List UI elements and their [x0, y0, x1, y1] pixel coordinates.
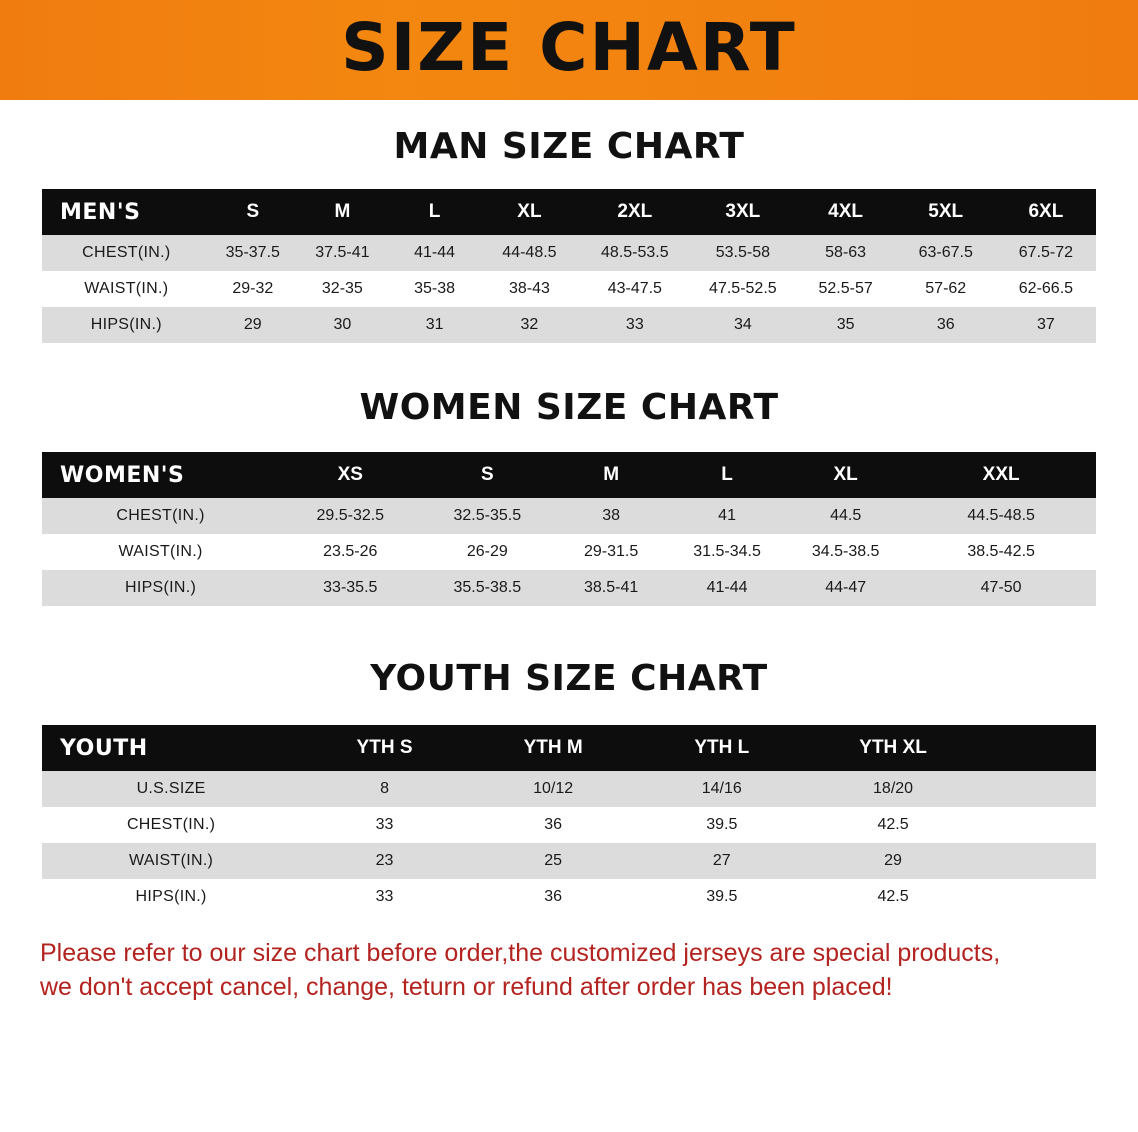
men-cell: 32-35 — [321, 280, 363, 297]
youth-section-heading: YOUTH SIZE CHART — [370, 658, 768, 699]
youth-cell: 36 — [544, 816, 563, 833]
youth-cell: 10/12 — [533, 780, 574, 797]
men-size-header: 6XL — [1028, 201, 1064, 222]
women-cell: 38.5-41 — [584, 579, 639, 596]
men-cell: 32 — [520, 316, 539, 333]
youth-cell: 18/20 — [873, 780, 914, 797]
women-cell: 32.5-35.5 — [453, 507, 522, 524]
men-size-header: XL — [517, 201, 542, 222]
table-row — [42, 879, 1096, 915]
women-cell: 47-50 — [980, 579, 1022, 596]
table-row — [42, 771, 1096, 807]
women-size-header: L — [721, 464, 733, 485]
women-size-header: M — [603, 464, 620, 485]
youth-size-header: YTH L — [694, 737, 750, 758]
men-cell: 48.5-53.5 — [601, 244, 669, 261]
men-size-header: 5XL — [928, 201, 964, 222]
table-row — [42, 271, 1096, 307]
men-size-header: 4XL — [828, 201, 864, 222]
men-cell: 67.5-72 — [1018, 244, 1074, 261]
women-size-header: XXL — [982, 464, 1020, 485]
table-row — [42, 307, 1096, 343]
youth-size-table — [42, 725, 1096, 915]
men-size-header: L — [428, 201, 441, 222]
men-cell: 35 — [836, 316, 855, 333]
women-cell: 44.5-48.5 — [967, 507, 1035, 524]
man-table-wrapper — [42, 189, 1096, 343]
men-size-header: M — [334, 201, 351, 222]
youth-header-row — [42, 725, 1096, 771]
women-cell: 35.5-38.5 — [453, 579, 522, 596]
table-row — [42, 235, 1096, 271]
men-cell: 29-32 — [232, 280, 274, 297]
youth-cell-spacer — [980, 807, 1096, 843]
disclaimer-line-1: Please refer to our size chart before order,the customized jerseys are special products, — [40, 939, 1001, 967]
youth-size-header: YTH XL — [859, 737, 927, 758]
men-cell: 30 — [333, 316, 352, 333]
youth-cell-spacer — [980, 843, 1096, 879]
women-cell: 44.5 — [830, 507, 862, 524]
youth-size-header: YTH S — [356, 737, 413, 758]
table-row — [42, 498, 1096, 534]
women-size-header: XL — [833, 464, 858, 485]
youth-cell: 36 — [544, 888, 563, 905]
youth-cell: 39.5 — [706, 816, 738, 833]
men-size-header: 3XL — [725, 201, 761, 222]
men-cell: 41-44 — [414, 244, 456, 261]
men-size-table — [42, 189, 1096, 343]
men-cell: 35-37.5 — [225, 244, 280, 261]
youth-cell-spacer — [980, 879, 1096, 915]
women-row-label: CHEST(IN.) — [116, 507, 205, 524]
men-cell: 33 — [625, 316, 644, 333]
men-cell: 37 — [1037, 316, 1055, 333]
women-cell: 41-44 — [706, 579, 748, 596]
women-size-table — [42, 452, 1096, 606]
youth-size-header: YTH M — [523, 737, 583, 758]
youth-cell: 33 — [375, 816, 394, 833]
women-corner-label: WOMEN'S — [60, 462, 185, 488]
men-size-header: S — [246, 201, 260, 222]
youth-table-wrapper — [42, 725, 1096, 915]
women-cell: 38 — [602, 507, 621, 524]
man-section-heading: MAN SIZE CHART — [393, 126, 745, 167]
youth-cell: 14/16 — [701, 780, 742, 797]
men-row-label: HIPS(IN.) — [90, 316, 162, 333]
youth-cell-spacer — [980, 771, 1096, 807]
disclaimer-line-2: we don't accept cancel, change, teturn or refund after order has been placed! — [40, 972, 893, 1001]
women-header-row — [42, 452, 1096, 498]
men-cell: 62-66.5 — [1018, 280, 1074, 297]
disclaimer-note — [40, 937, 1098, 1005]
women-row-label: WAIST(IN.) — [118, 543, 203, 560]
men-cell: 29 — [243, 316, 262, 333]
banner — [0, 0, 1138, 100]
men-cell: 36 — [936, 316, 955, 333]
table-row — [42, 807, 1096, 843]
women-cell: 34.5-38.5 — [811, 543, 880, 560]
table-row — [42, 843, 1096, 879]
table-row — [42, 534, 1096, 570]
youth-cell: 23 — [375, 852, 394, 869]
youth-header-spacer — [980, 725, 1096, 771]
men-cell: 38-43 — [508, 280, 550, 297]
youth-cell: 8 — [380, 780, 389, 797]
men-size-header: 2XL — [617, 201, 653, 222]
women-cell: 31.5-34.5 — [693, 543, 761, 560]
table-row — [42, 570, 1096, 606]
women-cell: 44-47 — [825, 579, 867, 596]
men-cell: 43-47.5 — [607, 280, 662, 297]
women-size-header: S — [480, 464, 494, 485]
youth-cell: 33 — [375, 888, 394, 905]
youth-row-label: CHEST(IN.) — [126, 816, 216, 833]
men-cell: 53.5-58 — [715, 244, 770, 261]
youth-row-label: HIPS(IN.) — [135, 888, 207, 905]
youth-cell: 42.5 — [877, 888, 909, 905]
men-cell: 35-38 — [414, 280, 456, 297]
women-table-wrapper — [42, 452, 1096, 606]
women-cell: 26-29 — [466, 543, 508, 560]
youth-corner-label: YOUTH — [60, 735, 148, 761]
youth-cell: 29 — [884, 852, 902, 869]
men-corner-label: MEN'S — [60, 199, 141, 225]
men-cell: 47.5-52.5 — [709, 280, 777, 297]
men-cell: 37.5-41 — [315, 244, 370, 261]
men-cell: 58-63 — [825, 244, 867, 261]
men-cell: 44-48.5 — [502, 244, 557, 261]
women-cell: 33-35.5 — [323, 579, 378, 596]
youth-row-label: WAIST(IN.) — [129, 852, 214, 869]
women-cell: 29-31.5 — [584, 543, 639, 560]
men-cell: 34 — [733, 316, 752, 333]
men-header-row — [42, 189, 1096, 235]
women-cell: 23.5-26 — [323, 543, 378, 560]
youth-cell: 27 — [712, 852, 731, 869]
women-size-header: XS — [337, 464, 363, 485]
men-cell: 31 — [425, 316, 444, 333]
women-cell: 41 — [718, 507, 736, 524]
women-section-heading: WOMEN SIZE CHART — [359, 387, 779, 428]
youth-row-label: U.S.SIZE — [136, 780, 206, 797]
men-row-label: CHEST(IN.) — [82, 244, 171, 261]
men-cell: 52.5-57 — [818, 280, 873, 297]
banner-title: SIZE CHART — [341, 9, 797, 86]
men-cell: 63-67.5 — [918, 244, 973, 261]
men-cell: 57-62 — [925, 280, 967, 297]
youth-cell: 39.5 — [706, 888, 738, 905]
women-row-label: HIPS(IN.) — [124, 579, 197, 596]
youth-cell: 42.5 — [877, 816, 909, 833]
women-cell: 38.5-42.5 — [967, 543, 1035, 560]
women-cell: 29.5-32.5 — [316, 507, 385, 524]
men-row-label: WAIST(IN.) — [84, 280, 169, 297]
youth-cell: 25 — [544, 852, 563, 869]
